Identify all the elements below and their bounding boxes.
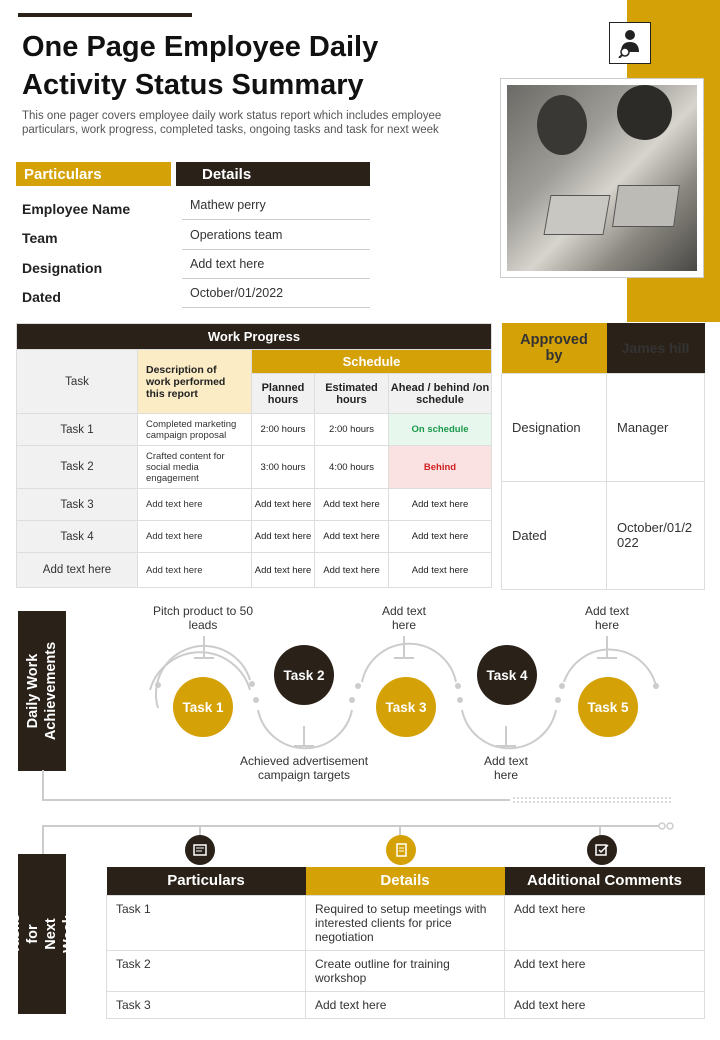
estimated-cell: Add text here	[315, 489, 389, 521]
table-row	[17, 553, 492, 588]
col-estimated: Estimated hours	[315, 374, 389, 414]
status-cell: Add text here	[389, 521, 492, 553]
col-description: Description of work performed this report	[138, 350, 252, 414]
clipboard-icon	[185, 835, 215, 865]
designation-label: Designation	[22, 260, 103, 276]
table-row	[17, 446, 492, 489]
col-planned: Planned hours	[252, 374, 315, 414]
planned-cell: Add text here	[252, 489, 315, 521]
planned-cell: Add text here	[252, 553, 315, 588]
work-progress-table	[16, 323, 492, 588]
desc-cell: Add text here	[138, 521, 252, 553]
status-cell: Add text here	[389, 489, 492, 521]
work-progress-title: Work Progress	[17, 324, 492, 350]
achievement-label-3: Add text here	[381, 604, 427, 632]
desc-cell: Crafted content for social media engagement	[138, 446, 252, 489]
planned-cell: 3:00 hours	[252, 446, 315, 489]
estimated-cell: 2:00 hours	[315, 414, 389, 446]
table-row	[17, 414, 492, 446]
desc-cell: Add text here	[138, 489, 252, 521]
designation-value: Add text here	[182, 255, 370, 279]
next-week-table	[106, 867, 705, 1019]
tasks-next-week-tab	[7, 854, 77, 1014]
achievements-tab-label: Daily Work Achievements	[25, 641, 60, 741]
task-1-circle: Task 1	[173, 677, 233, 737]
task-5-circle: Task 5	[578, 677, 638, 737]
employee-name-label: Employee Name	[22, 201, 131, 217]
task-cell: Task 3	[17, 489, 138, 521]
nw-col-details: Details	[306, 867, 505, 895]
nw-task-cell: Task 3	[107, 991, 306, 1018]
achievement-label-2: Achieved advertisement campaign targets	[239, 754, 369, 782]
nw-col-particulars: Particulars	[107, 867, 306, 895]
schedule-header: Schedule	[252, 350, 492, 374]
document-list-icon	[386, 835, 416, 865]
achievement-label-5: Add text here	[584, 604, 630, 632]
estimated-cell: Add text here	[315, 521, 389, 553]
task-4-circle: Task 4	[477, 645, 537, 705]
dated-label: Dated	[22, 289, 61, 305]
team-value: Operations team	[182, 226, 370, 250]
nw-details-cell: Create outline for training workshop	[306, 950, 505, 991]
details-header: Details	[176, 162, 370, 186]
dated-value: October/01/2022	[182, 284, 370, 308]
team-label: Team	[22, 230, 58, 246]
task-cell: Task 4	[17, 521, 138, 553]
approval-designation-label: Designation	[502, 373, 607, 481]
desc-cell: Completed marketing campaign proposal	[138, 414, 252, 446]
approval-dated-label: Dated	[502, 481, 607, 589]
particulars-header: Particulars	[16, 162, 171, 186]
planned-cell: 2:00 hours	[252, 414, 315, 446]
checklist-icon	[587, 835, 617, 865]
approved-by-value: James hill	[607, 323, 705, 373]
team-working-laptops-photo	[500, 78, 704, 278]
status-badge: Behind	[389, 446, 492, 489]
estimated-cell: 4:00 hours	[315, 446, 389, 489]
col-task: Task	[17, 350, 138, 414]
approval-table	[501, 323, 705, 590]
nw-details-cell: Add text here	[306, 991, 505, 1018]
approval-designation-value: Manager	[607, 373, 705, 481]
task-cell: Task 2	[17, 446, 138, 489]
table-row	[17, 521, 492, 553]
table-row	[107, 950, 705, 991]
status-badge: On schedule	[389, 414, 492, 446]
nw-comments-cell: Add text here	[505, 991, 705, 1018]
table-row	[17, 489, 492, 521]
nw-comments-cell: Add text here	[505, 895, 705, 950]
table-row	[107, 895, 705, 950]
approval-dated-value: October/01/2022	[607, 481, 705, 589]
achievement-label-4: Add text here	[483, 754, 529, 782]
nw-details-cell: Required to setup meetings with interested clients for price negotiation	[306, 895, 505, 950]
next-week-tab-label: Tasks for Next Week	[7, 913, 77, 955]
status-cell: Add text here	[389, 553, 492, 588]
approved-by-label: Approved by	[502, 323, 607, 373]
employee-name-value: Mathew perry	[182, 196, 370, 220]
desc-cell: Add text here	[138, 553, 252, 588]
next-week-connector	[40, 818, 680, 868]
table-row	[107, 991, 705, 1018]
task-cell: Add text here	[17, 553, 138, 588]
col-status: Ahead / behind /on schedule	[389, 374, 492, 414]
planned-cell: Add text here	[252, 521, 315, 553]
estimated-cell: Add text here	[315, 553, 389, 588]
nw-col-comments: Additional Comments	[505, 867, 705, 895]
nw-comments-cell: Add text here	[505, 950, 705, 991]
page-title: One Page Employee Daily Activity Status Summary	[22, 31, 379, 101]
achievement-label-1: Pitch product to 50 leads	[152, 604, 254, 632]
page-subtitle: This one pager covers employee daily work status report which includes employee particulars, work progress, completed tasks, ongoing tasks and task for next week	[22, 110, 442, 136]
nw-task-cell: Task 2	[107, 950, 306, 991]
nw-task-cell: Task 1	[107, 895, 306, 950]
person-search-icon	[609, 22, 651, 64]
task-cell: Task 1	[17, 414, 138, 446]
task-3-circle: Task 3	[376, 677, 436, 737]
task-2-circle: Task 2	[274, 645, 334, 705]
top-accent-line	[18, 13, 192, 17]
